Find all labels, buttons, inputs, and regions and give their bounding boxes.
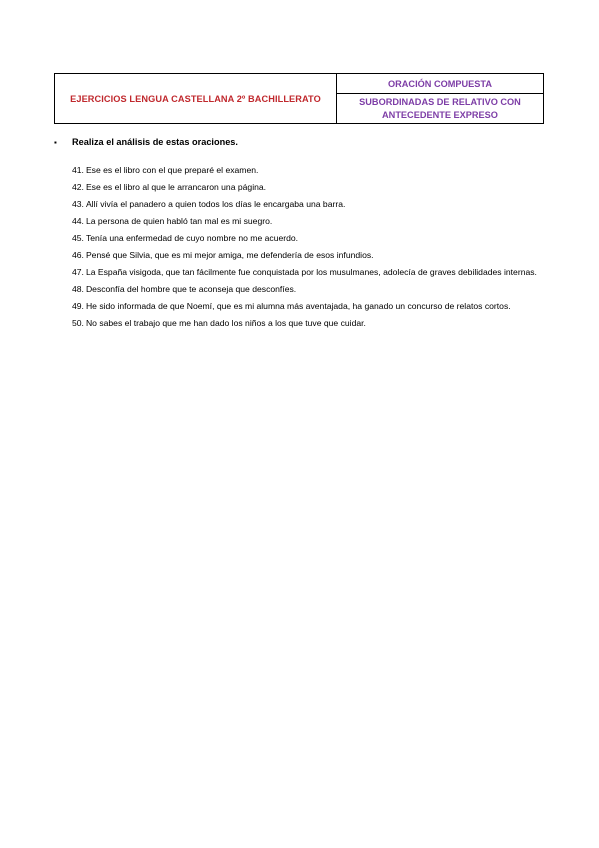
item-text: La persona de quien habló tan mal es mi suegro.	[85, 216, 273, 226]
item-number: 48.	[72, 284, 84, 294]
item-number: 44.	[72, 216, 84, 226]
course-title: EJERCICIOS LENGUA CASTELLANA 2º BACHILLERATO	[55, 74, 337, 123]
item-number: 41.	[72, 165, 84, 175]
item-number: 45.	[72, 233, 84, 243]
subtopic-line-2: ANTECEDENTE EXPRESO	[382, 109, 498, 120]
topic-title: ORACIÓN COMPUESTA	[337, 74, 543, 94]
bullet-icon: ▪	[54, 137, 57, 147]
list-item	[72, 233, 545, 245]
list-item	[72, 165, 545, 177]
item-text: Ese es el libro al que le arrancaron una página.	[85, 182, 267, 192]
list-item	[72, 284, 545, 296]
list-item	[72, 199, 545, 211]
item-number: 42.	[72, 182, 84, 192]
list-item	[72, 182, 545, 194]
item-text: Desconfía del hombre que te aconseja que desconfíes.	[85, 284, 297, 294]
list-item	[72, 318, 545, 330]
item-number: 46.	[72, 250, 84, 260]
item-number: 50.	[72, 318, 84, 328]
list-item	[72, 301, 545, 313]
instruction-text: Realiza el análisis de estas oraciones.	[72, 137, 238, 147]
topic-cell	[337, 74, 543, 123]
list-item	[72, 216, 545, 228]
sentence-list	[72, 165, 545, 335]
item-text: Pensé que Silvia, que es mi mejor amiga, me defendería de esos infundios.	[85, 250, 374, 260]
item-text: No sabes el trabajo que me han dado los niños a los que tuve que cuidar.	[85, 318, 366, 328]
list-item	[72, 267, 545, 279]
header-table	[54, 73, 544, 124]
instruction	[54, 137, 238, 147]
item-text: He sido informada de que Noemí, que es mi alumna más aventajada, ha ganado un concurso de relatos cortos.	[85, 301, 511, 311]
item-text: Ese es el libro con el que preparé el examen.	[85, 165, 259, 175]
item-number: 43.	[72, 199, 84, 209]
item-text: Tenía una enfermedad de cuyo nombre no me acuerdo.	[85, 233, 299, 243]
subtopic-line-1: SUBORDINADAS DE RELATIVO CON	[359, 96, 521, 107]
item-text: La España visigoda, que tan fácilmente fue conquistada por los musulmanes, adolecía de graves debilidades internas.	[85, 267, 537, 277]
item-number: 49.	[72, 301, 84, 311]
item-text: Allí vivía el panadero a quien todos los días le encargaba una barra.	[85, 199, 346, 209]
subtopic-title	[337, 94, 543, 123]
list-item	[72, 250, 545, 262]
item-number: 47.	[72, 267, 84, 277]
